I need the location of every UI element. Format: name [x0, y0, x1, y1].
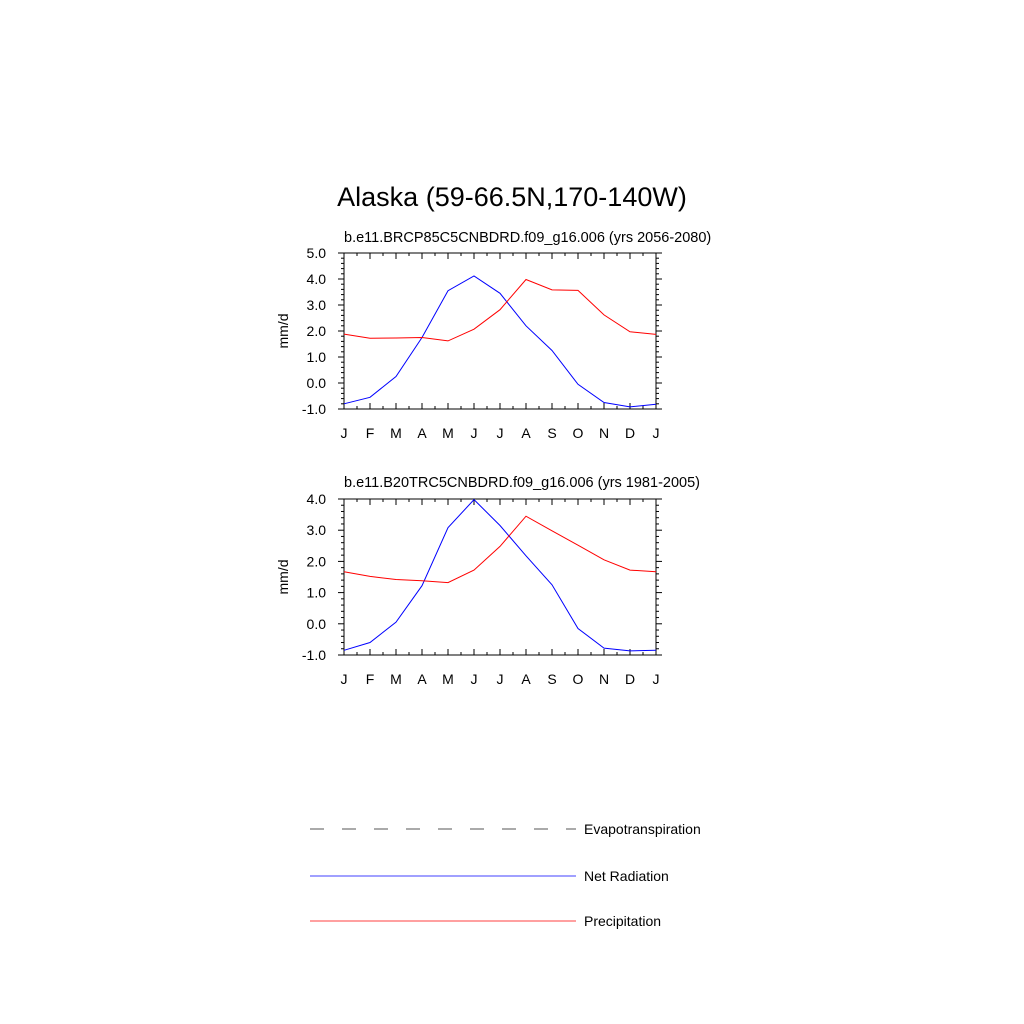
y-tick-label: -1.0 — [301, 647, 326, 663]
y-tick-label: 1.0 — [306, 584, 326, 601]
x-tick-label: D — [624, 671, 636, 687]
y-tick-label: 4.0 — [306, 491, 326, 507]
x-tick-label: S — [547, 425, 557, 441]
x-tick-label: D — [624, 425, 636, 441]
x-tick-label: J — [652, 425, 660, 441]
y-tick-label: 3.0 — [306, 297, 326, 313]
x-tick-label: J — [470, 671, 478, 687]
x-tick-label: J — [496, 671, 504, 687]
chart-panel-2 — [275, 475, 700, 687]
x-tick-label: O — [572, 425, 584, 441]
x-tick-label: N — [598, 425, 610, 441]
y-tick-label: 5.0 — [306, 245, 326, 261]
x-tick-label: M — [442, 425, 454, 441]
x-tick-label: A — [417, 671, 427, 687]
legend-label: Precipitation — [584, 913, 662, 929]
y-tick-label: -1.0 — [301, 401, 326, 417]
main-title: Alaska (59-66.5N,170-140W) — [337, 182, 687, 212]
x-tick-label: J — [496, 425, 504, 441]
y-tick-label: 4.0 — [306, 271, 326, 287]
x-tick-label: J — [470, 425, 478, 441]
legend — [310, 821, 701, 929]
x-tick-label: J — [340, 425, 348, 441]
x-tick-label: F — [365, 425, 375, 441]
y-axis-label: mm/d — [275, 559, 291, 595]
x-tick-label: F — [365, 671, 375, 687]
chart-subtitle: b.e11.B20TRC5CNBDRD.f09_g16.006 (yrs 1981-2005) — [344, 475, 700, 491]
y-tick-label: 2.0 — [306, 323, 326, 339]
y-tick-label: 3.0 — [306, 522, 326, 539]
legend-label: Evapotranspiration — [584, 821, 701, 837]
legend-item — [310, 821, 701, 837]
x-tick-label: J — [340, 671, 348, 687]
legend-item — [310, 913, 661, 929]
x-tick-label: M — [390, 425, 402, 441]
plot-frame — [344, 499, 656, 655]
y-tick-label: 0.0 — [306, 375, 326, 391]
x-tick-label: S — [547, 671, 557, 687]
x-tick-label: M — [390, 671, 402, 687]
y-tick-label: 2.0 — [306, 553, 326, 570]
series-line-net-radiation — [344, 500, 656, 651]
y-axis-label: mm/d — [275, 313, 291, 349]
x-tick-label: M — [442, 671, 454, 687]
chart-panels — [275, 230, 711, 687]
series-line-net-radiation — [344, 276, 656, 407]
x-tick-label: A — [417, 425, 427, 441]
series-line-precipitation — [344, 280, 656, 341]
x-tick-label: A — [521, 425, 531, 441]
x-tick-label: N — [598, 671, 610, 687]
y-tick-label: 0.0 — [306, 615, 326, 632]
chart-subtitle: b.e11.BRCP85C5CNBDRD.f09_g16.006 (yrs 2056-2080) — [344, 230, 712, 246]
plot-frame — [344, 253, 656, 409]
y-tick-label: 1.0 — [306, 349, 326, 365]
x-tick-label: J — [652, 671, 660, 687]
legend-label: Net Radiation — [584, 868, 669, 884]
x-tick-label: A — [521, 671, 531, 687]
chart-panel-1 — [275, 230, 711, 441]
legend-item — [310, 868, 669, 884]
x-tick-label: O — [572, 671, 584, 687]
